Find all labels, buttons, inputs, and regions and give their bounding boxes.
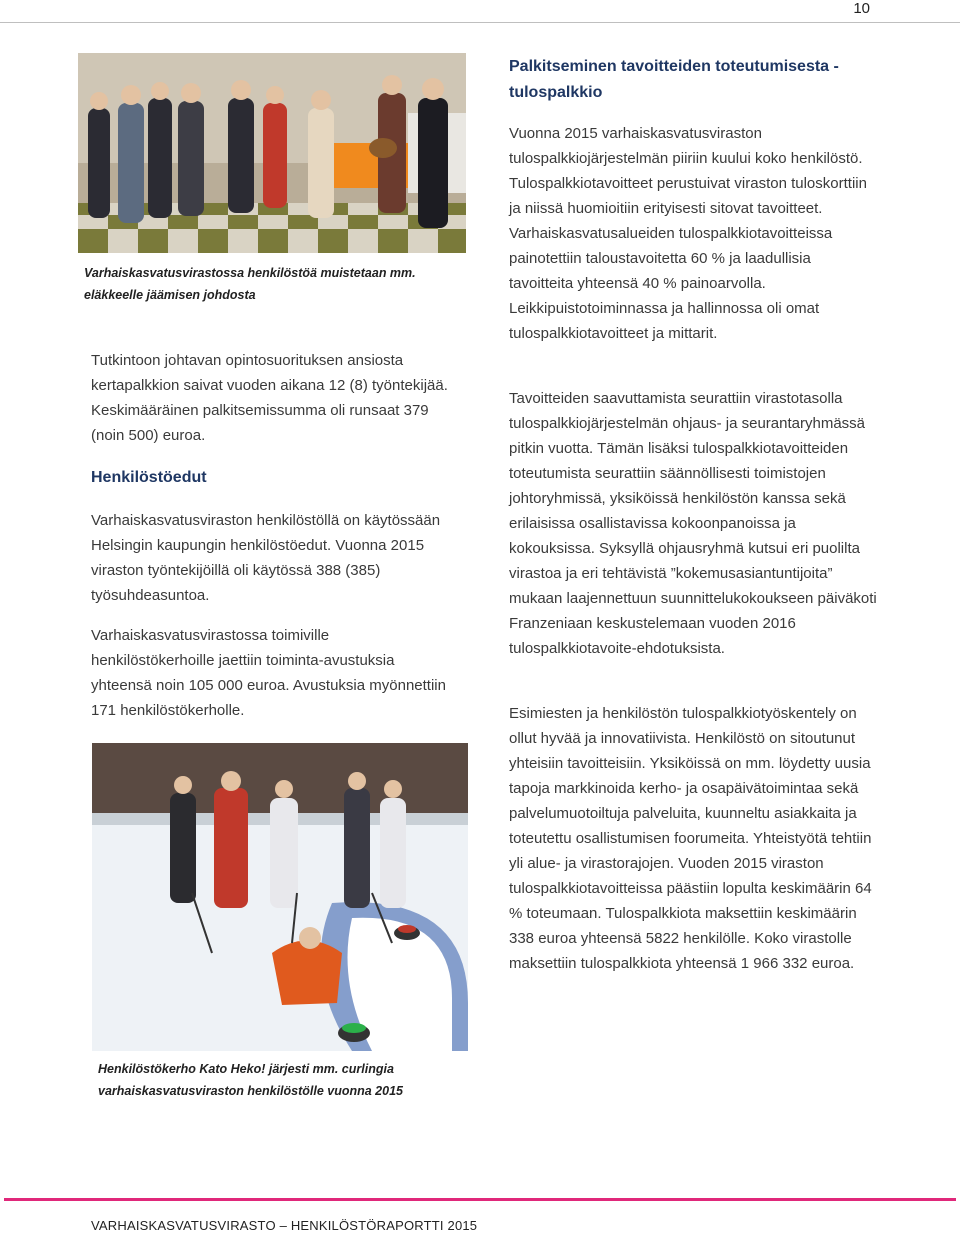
bonus-system-paragraph: Vuonna 2015 varhaiskasvatusviraston tulospalkkiojärjestelmän piiriin kuului koko henkilöstö. Tulospalkkiotavoitteet perustuivat viraston tuloskorttiin ja niissä huomioitiin erityisesti sitovat tavoitteet. Varhaiskasvatusalueiden tulospalkkiotavoitteissa painotettiin taloustavoitetta 60 % ja laadullisia tavoitteita yhteensä 40 % painoarvolla. Leikkipuistotoiminnassa ja hallinnossa oli omat tulospalkkiotavoitteet ja mittarit.: [509, 125, 867, 342]
photo1-caption-line1: Varhaiskasvatusvirastossa henkilöstöä muistetaan mm.: [84, 266, 416, 280]
photo1-caption-line2: eläkkeelle jäämisen johdosta: [84, 288, 256, 302]
top-divider: [0, 22, 960, 23]
photo2-caption-line2: varhaiskasvatusviraston henkilöstölle vuonna 2015: [98, 1084, 403, 1098]
staff-clubs-paragraph: Varhaiskasvatusvirastossa toimiville henkilöstökerhoille jaettiin toiminta-avustuksia yhteensä noin 105 000 euroa. Avustuksia myönnettiin 171 henkilöstökerholle.: [91, 627, 446, 719]
footer-text: VARHAISKASVATUSVIRASTO – HENKILÖSTÖRAPORTTI 2015: [91, 1218, 478, 1233]
section-heading-staff-benefits: Henkilöstöedut: [91, 469, 207, 486]
page-number: 10: [853, 0, 870, 17]
section-heading-performance-bonus: Palkitseminen tavoitteiden toteutumisesta - tulospalkkio: [509, 58, 839, 101]
curling-photo: [92, 743, 468, 1051]
farewell-party-photo: [78, 53, 466, 253]
photo2-caption-line1: Henkilöstökerho Kato Heko! järjesti mm. curlingia: [98, 1062, 394, 1076]
photo1-caption: [84, 262, 464, 306]
bonus-results-paragraph: Esimiesten ja henkilöstön tulospalkkiotyöskentely on ollut hyvää ja innovatiivista. Henkilöstö on sitoutunut yhteisiin tavoitteisiin. Yksiköissä on mm. löydetty uusia tapoja markkinoida kerho- ja osapäivätoimintaa sekä palvelumuotoiltuja palveluita, kuunneltu asiakkaita ja toteutettu osallistumisen foorumeita. Yhteistyötä tehtiin yli alue- ja virastorajojen. Vuoden 2015 viraston tulospalkkiotavoitteissa päästiin lopulta keskimäärin 64 % toteumaan. Tulospalkkiota maksettiin keskimäärin 338 euroa yhteensä 5822 henkilölle. Koko virastolle maksettiin tulospalkkiota yhteensä 1 966 332 euroa.: [509, 705, 872, 972]
staff-benefits-paragraph: Varhaiskasvatusviraston henkilöstöllä on käytössään Helsingin kaupungin henkilöstöedut. Vuonna 2015 viraston työntekijöillä oli käytössä 388 (385) työsuhdeasuntoa.: [91, 512, 441, 604]
bonus-monitoring-paragraph: Tavoitteiden saavuttamista seurattiin virastotasolla tulospalkkiojärjestelmän ohjaus- ja seurantaryhmässä pitkin vuotta. Tämän lisäksi tulospalkkiotavoitteiden toteutumista seurattiin säännöllisesti toimistojen johtoryhmissä, yksiköissä henkilöstön kanssa sekä erilaisissa osallistavissa kokoonpanoissa ja kokouksissa. Syksyllä ohjausryhmä kutsui eri puolilta virastoa ja eri tehtävistä ”kokemusasiantuntijoita” mukaan laajennettuun suunnittelukokoukseen päiväkoti Franzeniaan keskustelemaan vuoden 2016 tulospalkkiotavoite-ehdotuksista.: [509, 390, 877, 657]
photo2-caption: [98, 1058, 478, 1102]
education-bonus-paragraph: Tutkintoon johtavan opintosuorituksen ansiosta kertapalkkion saivat vuoden aikana 12 (8) työntekijää. Keskimääräinen palkitsemissumma oli runsaat 379 (noin 500) euroa.: [91, 352, 448, 444]
footer-divider: [4, 1198, 956, 1201]
